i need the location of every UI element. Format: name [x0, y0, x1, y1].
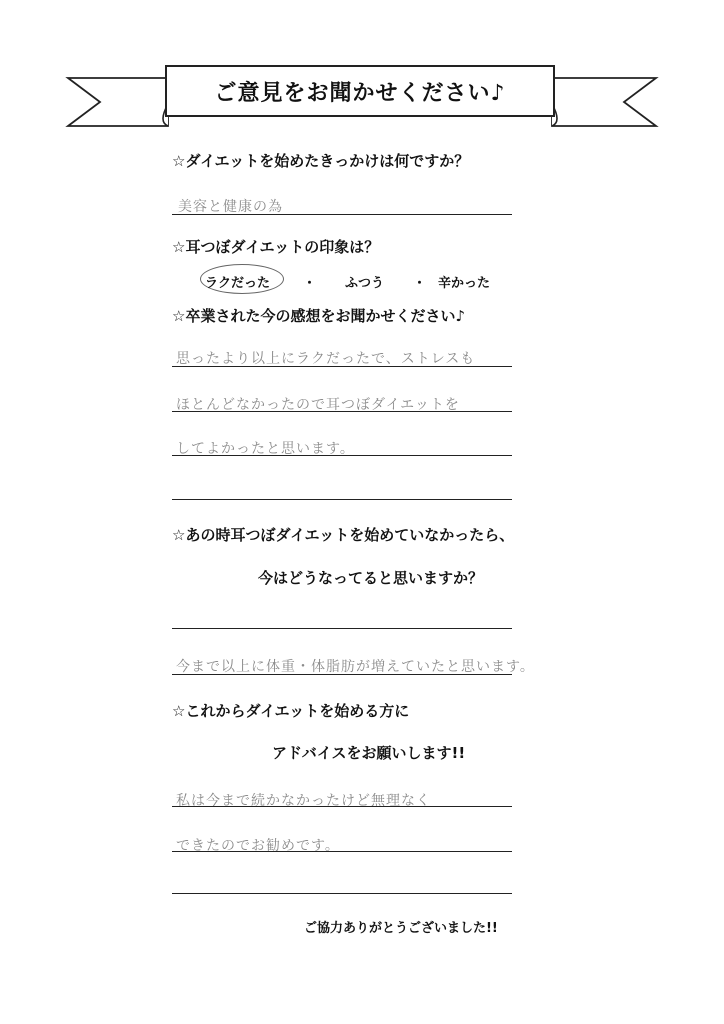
option-normal: ふつう — [345, 276, 385, 291]
page-title: ご意見をお聞かせください♪ — [214, 81, 506, 106]
answer-3-line-2: ほとんどなかったので耳つぼダイエットを — [176, 397, 460, 413]
answer-3-line-3: してよかったと思います。 — [176, 441, 355, 457]
answer-line — [172, 893, 512, 894]
answer-line — [172, 806, 512, 807]
question-1: ☆ダイエットを始めたきっかけは何ですか？ — [172, 152, 470, 170]
thank-you-footer: ご協力ありがとうございました!! — [304, 921, 498, 936]
option-separator: ・ — [303, 276, 317, 291]
answer-line — [172, 455, 512, 456]
question-2: ☆耳つぼダイエットの印象は？ — [172, 238, 380, 256]
question-3: ☆卒業された今の感想をお聞かせください♪ — [172, 307, 466, 325]
question-4-line-1: ☆あの時耳つぼダイエットを始めていなかったら、 — [172, 526, 515, 544]
title-banner — [0, 0, 724, 140]
answer-line — [172, 214, 512, 215]
answer-line — [172, 411, 512, 412]
answer-3-line-1: 思ったより以上にラクだったで、ストレスも — [176, 351, 476, 367]
answer-1: 美容と健康の為 — [178, 199, 283, 215]
option-separator: ・ — [413, 276, 427, 291]
answer-line — [172, 366, 512, 367]
answer-5-line-1: 私は今まで続かなかったけど無理なく — [176, 793, 431, 809]
option-hard: 辛かった — [438, 276, 491, 291]
answer-line — [172, 851, 512, 852]
answer-4: 今まで以上に体重・体脂肪が増えていたと思います。 — [176, 659, 535, 675]
question-5-line-1: ☆これからダイエットを始める方に — [172, 702, 410, 720]
question-4-line-2: 今はどうなってると思いますか？ — [258, 569, 484, 587]
question-5-line-2: アドバイスをお願いします!! — [272, 744, 466, 762]
answer-line — [172, 674, 512, 675]
option-easy: ラクだった — [205, 276, 271, 291]
answer-5-line-2: できたのでお勧めです。 — [176, 838, 340, 854]
answer-line — [172, 628, 512, 629]
answer-line — [172, 499, 512, 500]
